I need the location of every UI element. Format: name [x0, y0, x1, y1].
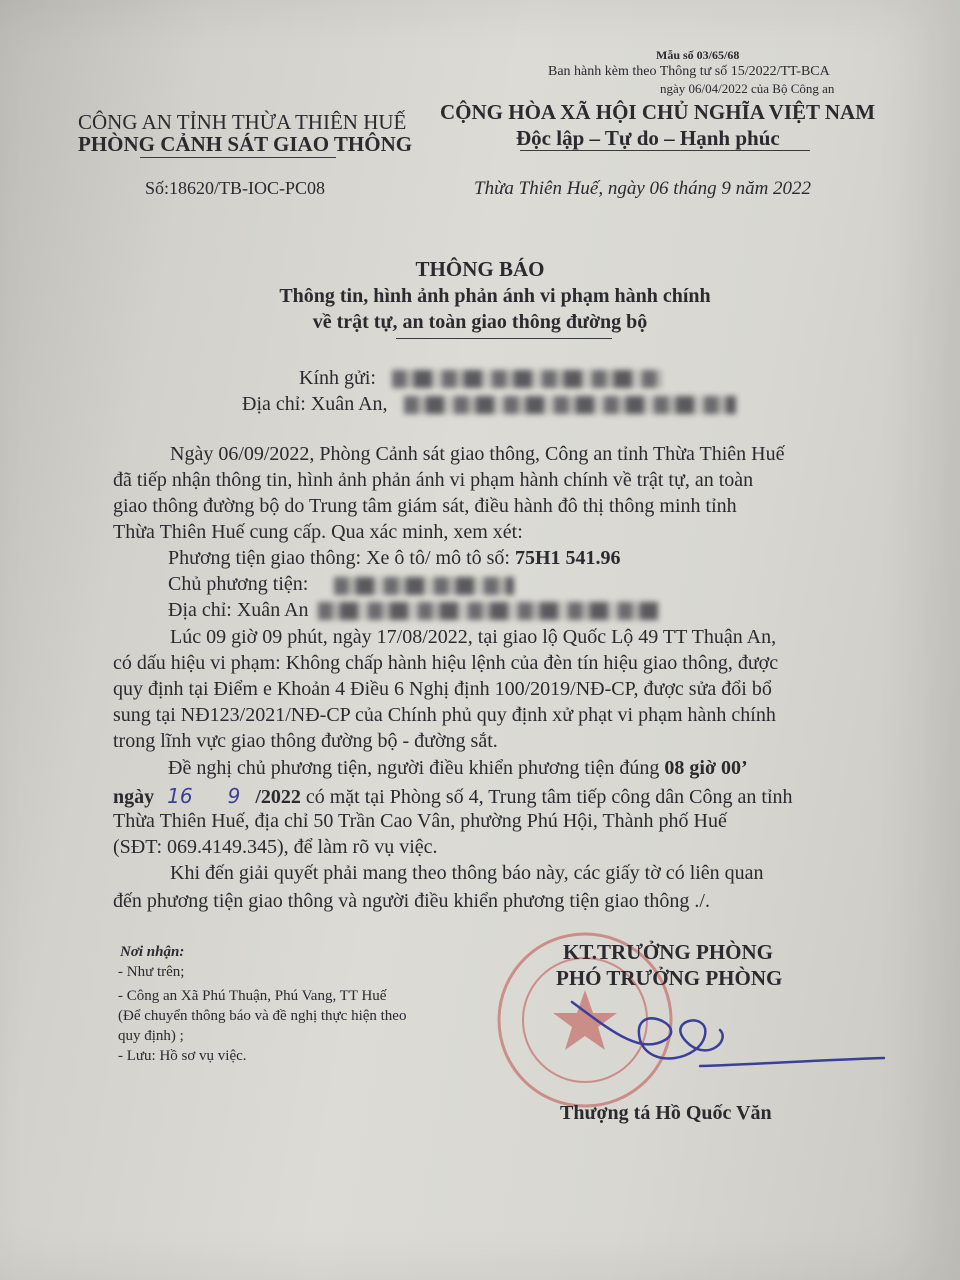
para3-line3: Thừa Thiên Huế, địa chỉ 50 Trần Cao Vân, phường Phú Hội, Thành phố Huế — [113, 810, 727, 832]
para3-line4: (SĐT: 069.4149.345), để làm rõ vụ việc. — [113, 836, 438, 858]
place-date: Thừa Thiên Huế, ngày 06 tháng 9 năm 2022 — [474, 178, 812, 199]
para1-line1: Ngày 06/09/2022, Phòng Cảnh sát giao thông, Công an tỉnh Thừa Thiên Huế — [170, 443, 785, 465]
agency-line-1: CÔNG AN TỈNH THỪA THIÊN HUẾ — [78, 110, 407, 134]
owner-label: Chủ phương tiện: — [168, 573, 309, 595]
para2-line1: Lúc 09 giờ 09 phút, ngày 17/08/2022, tại giao lộ Quốc Lộ 49 TT Thuận An, — [170, 626, 777, 648]
form-code: Mẫu số 03/65/68 — [656, 48, 740, 62]
agency-line-2: PHÒNG CẢNH SÁT GIAO THÔNG — [78, 132, 413, 156]
para2-line5: trong lĩnh vực giao thông đường bộ - đường sắt. — [113, 730, 498, 752]
signer-name: Thượng tá Hồ Quốc Văn — [560, 1102, 772, 1124]
document-subtitle-2: về trật tự, an toàn giao thông đường bộ — [312, 311, 648, 333]
para1-line2: đã tiếp nhận thông tin, hình ảnh phản ánh vi phạm hành chính về trật tự, an toàn — [113, 469, 754, 491]
signature-role-1: KT.TRƯỞNG PHÒNG — [563, 940, 773, 964]
owner-address-label: Địa chỉ: Xuân An — [168, 599, 309, 621]
noi-nhan-item: - Như trên; — [118, 964, 185, 980]
appointment-day-label: ngày — [113, 786, 155, 808]
para2-line4: sung tại NĐ123/2021/NĐ-CP của Chính phủ quy định xử phạt vi phạm hành chính — [113, 704, 776, 726]
para4-line1: Khi đến giải quyết phải mang theo thông báo này, các giấy tờ có liên quan — [170, 862, 764, 884]
handwritten-signature — [572, 1002, 884, 1066]
handwritten-month: 9 — [227, 784, 241, 808]
para1-line4: Thừa Thiên Huế cung cấp. Qua xác minh, xem xét: — [113, 521, 523, 543]
para1-line3: giao thông đường bộ do Trung tâm giám sát, điều hành đô thị thông minh tỉnh — [113, 495, 737, 517]
signature-role-2: PHÓ TRƯỞNG PHÒNG — [556, 966, 783, 990]
form-issued-date: ngày 06/04/2022 của Bộ Công an — [660, 81, 835, 96]
para3-line1-text: Đề nghị chủ phương tiện, người điều khiển phương tiện đúng — [168, 757, 660, 779]
noi-nhan-item: - Công an Xã Phú Thuận, Phú Vang, TT Huế — [118, 988, 387, 1004]
para2-line3: quy định tại Điểm e Khoản 4 Điều 6 Nghị định 100/2019/NĐ-CP, được sửa đổi bổ — [113, 678, 772, 700]
document-subtitle-1: Thông tin, hình ảnh phản ánh vi phạm hành chính — [279, 285, 711, 307]
para2-line2: có dấu hiệu vi phạm: Không chấp hành hiệu lệnh của đèn tín hiệu giao thông, được — [113, 652, 779, 674]
noi-nhan-item: - Lưu: Hồ sơ vụ việc. — [118, 1048, 247, 1064]
nation-motto: Độc lập – Tự do – Hạnh phúc — [516, 126, 780, 150]
form-issued-line: Ban hành kèm theo Thông tư số 15/2022/TT-BCA — [548, 64, 830, 79]
noi-nhan-item: (Để chuyển thông báo và đề nghị thực hiện theo — [118, 1008, 407, 1024]
para3-line2-text: có mặt tại Phòng số 4, Trung tâm tiếp công dân Công an tỉnh — [305, 786, 793, 808]
noi-nhan-item: quy định) ; — [118, 1028, 184, 1044]
appointment-time: 08 giờ 00’ — [664, 757, 748, 779]
vehicle-label: Phương tiện giao thông: Xe ô tô/ mô tô số: — [168, 547, 510, 569]
vehicle-plate: 75H1 541.96 — [514, 547, 621, 569]
appointment-year: /2022 — [255, 786, 301, 808]
para4-line2: đến phương tiện giao thông và người điều khiển phương tiện giao thông ./. — [113, 890, 710, 912]
document-number: Số:18620/TB-IOC-PC08 — [145, 178, 326, 198]
noi-nhan-title: Nơi nhận: — [120, 944, 185, 960]
handwritten-day: 16 — [167, 784, 193, 808]
recipient-address-label: Địa chỉ: Xuân An, — [242, 393, 388, 415]
kinh-gui-label: Kính gửi: — [299, 367, 376, 389]
document-title: THÔNG BÁO — [415, 257, 545, 281]
nation-line-1: CỘNG HÒA XÃ HỘI CHỦ NGHĨA VIỆT NAM — [440, 100, 876, 124]
